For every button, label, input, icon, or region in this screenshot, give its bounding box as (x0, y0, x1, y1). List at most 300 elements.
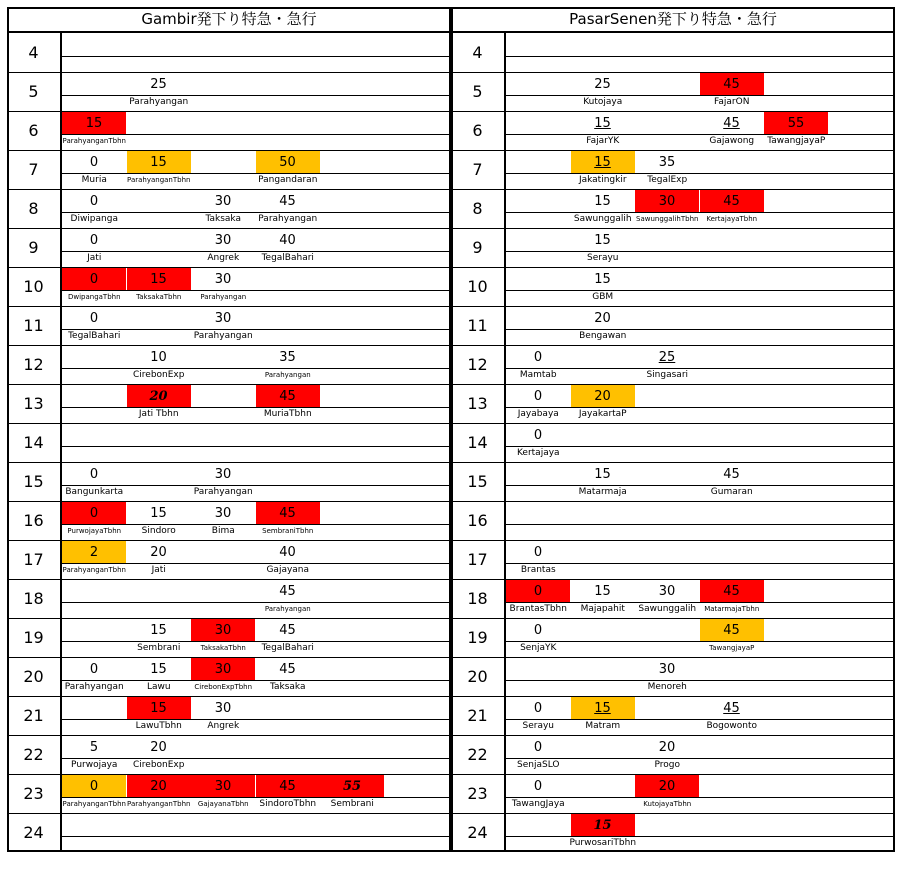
departure-minute: 20 (150, 545, 167, 560)
train-departure[interactable] (506, 619, 570, 641)
departure-minute: 15 (150, 701, 167, 716)
departure-minute: 45 (279, 194, 296, 209)
train-name: Parahyangan (200, 293, 247, 301)
train-name: Bima (211, 526, 235, 536)
train-departure[interactable] (506, 697, 570, 719)
train-departure[interactable] (635, 346, 699, 368)
hour-label: 13 (23, 394, 44, 413)
sub-row-divider (60, 563, 451, 564)
departure-minute: 55 (787, 116, 805, 131)
hour-label: 23 (23, 784, 44, 803)
departure-minute: 30 (214, 506, 232, 521)
departure-minute: 20 (150, 779, 167, 794)
train-departure[interactable] (700, 463, 764, 485)
hour-label: 15 (23, 472, 44, 491)
train-departure[interactable] (571, 463, 635, 485)
train-name: TawangjayaP (709, 644, 755, 652)
departure-minute: 5 (89, 740, 99, 755)
departure-minute: 15 (594, 272, 611, 287)
hour-label: 9 (472, 238, 483, 257)
departure-minute: 0 (89, 272, 99, 287)
train-departure[interactable] (571, 697, 635, 719)
sub-row-divider (504, 602, 895, 603)
train-name: Jati (151, 565, 166, 575)
departure-minute: 15 (594, 116, 611, 131)
train-name: CirebonExpTbhn (194, 683, 253, 691)
departure-minute: 40 (279, 545, 296, 560)
departure-minute: 25 (150, 77, 167, 92)
hour-label: 11 (467, 316, 488, 335)
train-departure[interactable] (256, 619, 320, 641)
train-departure[interactable] (506, 541, 570, 563)
hour-row-divider (451, 228, 895, 229)
train-departure[interactable] (191, 307, 255, 329)
departure-minute: 30 (214, 779, 232, 794)
train-name: Serayu (587, 253, 619, 263)
train-departure[interactable] (62, 736, 126, 758)
hour-label: 15 (467, 472, 488, 491)
departure-minute: 15 (594, 155, 611, 170)
sub-row-divider (60, 446, 451, 447)
train-name: DwipangaTbhn (67, 293, 121, 301)
departure-minute: 35 (658, 155, 676, 170)
hour-label: 17 (467, 550, 488, 569)
hour-row-divider (451, 462, 895, 463)
sub-row-divider (60, 641, 451, 642)
train-departure[interactable] (635, 151, 699, 173)
train-name: ParahyanganTbhn (127, 800, 191, 808)
train-departure[interactable] (256, 190, 320, 212)
departure-minute: 10 (150, 350, 167, 365)
train-name: JayakartaP (578, 409, 627, 419)
train-name: Bengawan (579, 331, 627, 341)
train-departure[interactable] (571, 73, 635, 95)
departure-minute: 15 (594, 194, 611, 209)
hour-label: 14 (23, 433, 44, 452)
train-name: Parahyangan (129, 97, 189, 107)
departure-minute: 0 (89, 779, 99, 794)
hour-row-divider (7, 345, 451, 346)
train-departure[interactable] (571, 112, 635, 134)
hour-row-divider (7, 384, 451, 385)
train-name: SembraniTbhn (262, 527, 314, 535)
train-departure[interactable] (62, 658, 126, 680)
departure-minute: 45 (723, 77, 740, 92)
hour-row-divider (7, 579, 451, 580)
train-departure[interactable] (764, 112, 828, 134)
departure-minute: 0 (89, 194, 99, 209)
hour-label: 19 (467, 628, 488, 647)
train-name: FajarYK (586, 136, 620, 146)
sub-row-divider (504, 758, 895, 759)
sub-row-divider (504, 446, 895, 447)
train-departure[interactable] (256, 541, 320, 563)
train-name: TaksakaTbhn (136, 293, 182, 301)
hour-label: 6 (28, 121, 39, 140)
hour-label: 10 (23, 277, 44, 296)
train-departure[interactable] (191, 619, 255, 641)
departure-minute: 30 (214, 233, 232, 248)
train-name: Kertajaya (516, 448, 560, 458)
departure-minute: 15 (150, 272, 167, 287)
departure-minute: 45 (279, 779, 296, 794)
train-departure[interactable] (506, 385, 570, 407)
train-name: Jayabaya (517, 409, 559, 419)
departure-minute: 15 (150, 662, 167, 677)
train-name: Parahyangan (193, 487, 253, 497)
train-departure[interactable] (127, 697, 191, 719)
departure-minute: 55 (342, 779, 362, 794)
hour-label: 21 (467, 706, 488, 725)
hour-label: 7 (472, 160, 483, 179)
departure-minute: 0 (533, 584, 543, 599)
train-departure[interactable] (571, 580, 635, 602)
sub-row-divider (60, 56, 451, 57)
sub-row-divider (504, 680, 895, 681)
train-departure[interactable] (700, 190, 764, 212)
train-departure[interactable] (320, 775, 384, 797)
sub-row-divider (60, 407, 451, 408)
train-name: KutojayaTbhn (643, 800, 692, 808)
hour-row-divider (451, 306, 895, 307)
train-name: PurwojayaTbhn (67, 527, 122, 535)
train-departure[interactable] (635, 658, 699, 680)
hour-row-divider (451, 813, 895, 814)
train-departure[interactable] (127, 502, 191, 524)
departure-minute: 45 (279, 584, 296, 599)
departure-minute: 0 (533, 740, 543, 755)
train-departure[interactable] (191, 775, 255, 797)
train-departure[interactable] (127, 658, 191, 680)
train-departure[interactable] (191, 502, 255, 524)
hour-label: 14 (467, 433, 488, 452)
train-name: FajarON (714, 97, 750, 107)
hour-label: 22 (23, 745, 44, 764)
train-name: Bangunkarta (65, 487, 124, 497)
train-departure[interactable] (571, 190, 635, 212)
train-name: ParahyanganTbhn (127, 176, 191, 184)
hour-label: 9 (28, 238, 39, 257)
train-departure[interactable] (256, 229, 320, 251)
train-departure[interactable] (191, 268, 255, 290)
departure-minute: 25 (594, 77, 611, 92)
sub-row-divider (504, 368, 895, 369)
departure-minute: 0 (89, 311, 99, 326)
train-name: Sawunggalih (638, 604, 697, 614)
sub-row-divider (60, 95, 451, 96)
train-departure[interactable] (571, 385, 635, 407)
hour-label: 6 (472, 121, 483, 140)
departure-minute: 45 (279, 389, 296, 404)
train-departure[interactable] (191, 658, 255, 680)
hour-label: 16 (467, 511, 488, 530)
departure-minute: 30 (214, 701, 232, 716)
departure-minute: 15 (85, 116, 103, 131)
sub-row-divider (60, 290, 451, 291)
train-departure[interactable] (700, 619, 764, 641)
train-name: Singasari (646, 370, 689, 380)
departure-minute: 0 (533, 545, 543, 560)
sub-row-divider (504, 251, 895, 252)
train-departure[interactable] (635, 190, 699, 212)
hour-label: 4 (472, 43, 483, 62)
train-departure[interactable] (62, 775, 126, 797)
header-divider (451, 31, 895, 33)
departure-minute: 20 (594, 389, 611, 404)
departure-minute: 15 (150, 155, 167, 170)
train-departure[interactable] (700, 697, 764, 719)
departure-minute: 0 (533, 779, 543, 794)
train-name: Matarmaja (578, 487, 627, 497)
departure-minute: 30 (214, 311, 232, 326)
train-name: TegalBahari (68, 331, 121, 341)
departure-minute: 0 (533, 701, 543, 716)
departure-minute: 15 (594, 584, 611, 599)
sub-row-divider (504, 134, 895, 135)
departure-minute: 20 (658, 779, 676, 794)
departure-minute: 45 (723, 467, 740, 482)
sub-row-divider (504, 524, 895, 525)
train-name: Purwojaya (71, 760, 118, 770)
train-departure[interactable] (571, 151, 635, 173)
departure-minute: 35 (279, 350, 296, 365)
train-departure[interactable] (127, 385, 191, 407)
train-departure[interactable] (635, 736, 699, 758)
train-departure[interactable] (506, 775, 570, 797)
departure-minute: 45 (723, 116, 740, 131)
sub-row-divider (60, 602, 451, 603)
departure-minute: 45 (723, 194, 740, 209)
train-name: TaksakaTbhn (200, 644, 246, 652)
sub-row-divider (60, 212, 451, 213)
train-name: Menoreh (647, 682, 687, 692)
train-departure[interactable] (127, 619, 191, 641)
train-name: Sindoro (141, 526, 176, 536)
train-name: Gumaran (710, 487, 753, 497)
train-name: Taksaka (269, 682, 306, 692)
hour-label: 21 (23, 706, 44, 725)
train-departure[interactable] (256, 775, 320, 797)
hour-label: 18 (467, 589, 488, 608)
sub-row-divider (504, 95, 895, 96)
sub-row-divider (60, 329, 451, 330)
train-departure[interactable] (506, 736, 570, 758)
train-departure[interactable] (127, 268, 191, 290)
hour-row-divider (451, 72, 895, 73)
train-name: ParahyanganTbhn (62, 566, 126, 574)
departure-minute: 0 (533, 623, 543, 638)
train-departure[interactable] (62, 502, 126, 524)
departure-minute: 30 (214, 623, 232, 638)
train-departure[interactable] (256, 151, 320, 173)
departure-minute: 20 (150, 740, 167, 755)
train-name: Taksaka (205, 214, 241, 224)
train-departure[interactable] (256, 385, 320, 407)
hour-row-divider (451, 111, 895, 112)
sub-row-divider (504, 836, 895, 837)
hour-label: 24 (467, 823, 488, 842)
train-name: CirebonExp (133, 760, 185, 770)
train-departure[interactable] (700, 112, 764, 134)
hour-label: 20 (23, 667, 44, 686)
departure-minute: 0 (89, 662, 99, 677)
departure-minute: 0 (89, 467, 99, 482)
train-departure[interactable] (62, 112, 126, 134)
train-name: TegalExp (647, 175, 688, 185)
hour-label: 16 (23, 511, 44, 530)
train-departure[interactable] (127, 541, 191, 563)
train-departure[interactable] (506, 346, 570, 368)
train-name: Serayu (522, 721, 554, 731)
departure-minute: 50 (279, 155, 296, 170)
train-departure[interactable] (571, 229, 635, 251)
train-name: Jakatingkir (578, 175, 627, 185)
train-name: Parahyangan (193, 331, 253, 341)
train-departure[interactable] (62, 463, 126, 485)
departure-minute: 0 (533, 389, 543, 404)
departure-minute: 15 (150, 623, 167, 638)
hour-label: 11 (23, 316, 44, 335)
train-name: Progo (654, 760, 680, 770)
hour-label: 7 (28, 160, 39, 179)
departure-minute: 30 (214, 467, 232, 482)
train-name: Angrek (207, 253, 240, 263)
train-name: TawangjayaP (767, 136, 826, 146)
train-departure[interactable] (506, 424, 570, 446)
train-departure[interactable] (635, 775, 699, 797)
departure-minute: 20 (658, 740, 676, 755)
departure-minute: 30 (214, 194, 232, 209)
train-departure[interactable] (62, 307, 126, 329)
train-name: PurwosariTbhn (569, 838, 637, 848)
train-departure[interactable] (700, 580, 764, 602)
sub-row-divider (60, 680, 451, 681)
train-departure[interactable] (127, 775, 191, 797)
sub-row-divider (504, 329, 895, 330)
train-departure[interactable] (191, 697, 255, 719)
hour-label: 10 (467, 277, 488, 296)
sub-row-divider (60, 719, 451, 720)
departure-minute: 45 (723, 701, 740, 716)
departure-minute: 45 (279, 506, 296, 521)
departure-minute: 45 (279, 623, 296, 638)
hour-row-divider (7, 72, 451, 73)
train-departure[interactable] (127, 151, 191, 173)
train-departure[interactable] (62, 541, 126, 563)
train-departure[interactable] (700, 73, 764, 95)
departure-minute: 45 (723, 584, 740, 599)
train-name: Pangandaran (258, 175, 318, 185)
train-name: Mamtab (519, 370, 557, 380)
hour-row-divider (7, 813, 451, 814)
train-departure[interactable] (62, 190, 126, 212)
departure-minute: 40 (279, 233, 296, 248)
sub-row-divider (60, 836, 451, 837)
train-name: BrantasTbhn (509, 604, 567, 614)
sub-row-divider (504, 212, 895, 213)
sub-row-divider (60, 251, 451, 252)
sub-row-divider (60, 485, 451, 486)
hour-row-divider (7, 423, 451, 424)
train-departure[interactable] (256, 502, 320, 524)
hour-label: 19 (23, 628, 44, 647)
hour-label: 17 (23, 550, 44, 569)
sub-row-divider (60, 368, 451, 369)
train-name: Lawu (146, 682, 171, 692)
sub-row-divider (504, 173, 895, 174)
hour-label: 13 (467, 394, 488, 413)
departure-minute: 20 (594, 311, 611, 326)
panel-title: PasarSenen発下り特急・急行 (569, 10, 777, 28)
train-name: LawuTbhn (135, 721, 182, 731)
departure-minute: 15 (594, 233, 611, 248)
sub-row-divider (60, 797, 451, 798)
train-departure[interactable] (127, 73, 191, 95)
departure-minute: 0 (533, 428, 543, 443)
departure-minute: 15 (594, 701, 611, 716)
train-departure[interactable] (635, 580, 699, 602)
train-departure[interactable] (191, 229, 255, 251)
departure-minute: 30 (658, 662, 676, 677)
train-name: Majapahit (580, 604, 625, 614)
train-name: Sawunggalih (573, 214, 632, 224)
train-departure[interactable] (571, 268, 635, 290)
train-name: Sembrani (330, 799, 374, 809)
departure-minute: 30 (214, 662, 232, 677)
departure-minute: 0 (89, 233, 99, 248)
departure-minute: 45 (723, 623, 740, 638)
train-name: SenjaSLO (517, 760, 560, 770)
train-name: Gajayana (266, 565, 310, 575)
departure-minute: 0 (533, 350, 543, 365)
train-departure[interactable] (256, 658, 320, 680)
sub-row-divider (504, 797, 895, 798)
departure-minute: 30 (658, 584, 676, 599)
train-departure[interactable] (127, 346, 191, 368)
hour-label: 5 (472, 82, 483, 101)
departure-minute: 15 (594, 467, 611, 482)
train-departure[interactable] (256, 580, 320, 602)
sub-row-divider (60, 134, 451, 135)
train-departure[interactable] (571, 814, 635, 836)
train-departure[interactable] (191, 463, 255, 485)
train-name: ParahyanganTbhn (62, 800, 126, 808)
train-departure[interactable] (506, 580, 570, 602)
train-departure[interactable] (256, 346, 320, 368)
train-name: Diwipanga (70, 214, 118, 224)
hour-label: 8 (472, 199, 483, 218)
sub-row-divider (504, 56, 895, 57)
train-departure[interactable] (571, 307, 635, 329)
train-name: MatarmajaTbhn (704, 605, 760, 613)
sub-row-divider (504, 563, 895, 564)
hour-label: 18 (23, 589, 44, 608)
train-departure[interactable] (62, 229, 126, 251)
hour-label: 20 (467, 667, 488, 686)
panel-title: Gambir発下り特急・急行 (141, 10, 317, 28)
train-departure[interactable] (62, 151, 126, 173)
train-departure[interactable] (62, 268, 126, 290)
departure-minute: 20 (149, 389, 168, 404)
departure-minute: 45 (279, 662, 296, 677)
train-name: SindoroTbhn (259, 799, 317, 809)
sub-row-divider (504, 485, 895, 486)
train-name: Kutojaya (583, 97, 623, 107)
train-departure[interactable] (127, 736, 191, 758)
sub-row-divider (504, 407, 895, 408)
train-name: Parahyangan (264, 605, 311, 613)
train-departure[interactable] (191, 190, 255, 212)
